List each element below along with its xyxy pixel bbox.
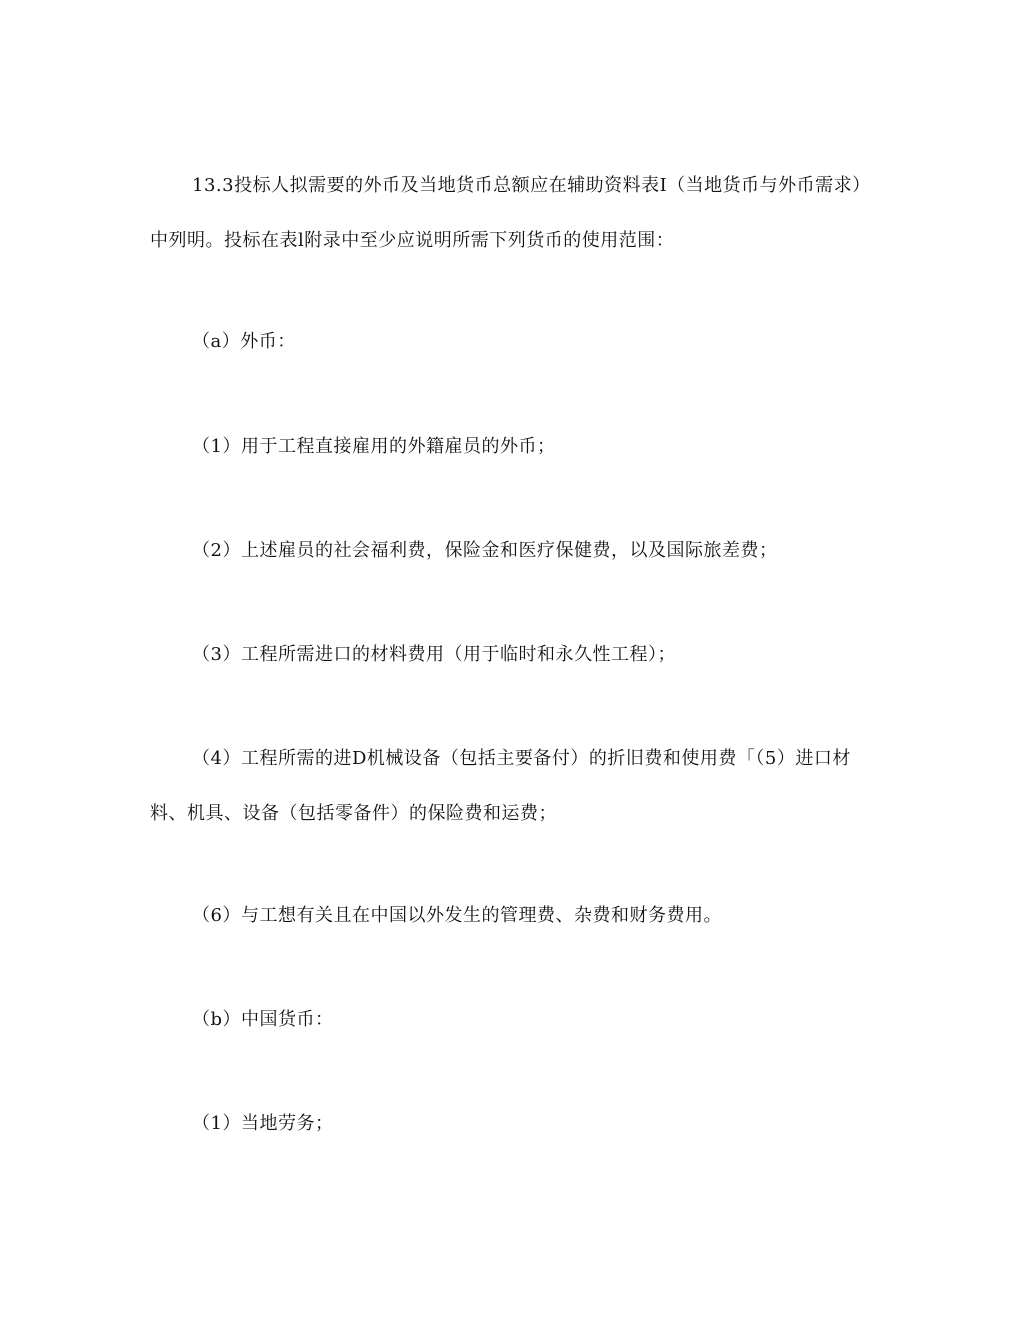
paragraph-currency-requirements: 13.3投标人拟需要的外币及当地货币总额应在辅助资料表I（当地货币与外币需求）中列明。投标在表l附录中至少应说明所需下列货币的使用范围： (150, 175, 862, 251)
paragraph-item-3-imported-materials: （3）工程所需进口的材料费用（用于临时和永久性工程）； (192, 644, 676, 665)
paragraph-item-1-expat-staff: （1）用于工程直接雇用的外籍雇员的外币； (192, 436, 556, 457)
paragraph-item-4-5-equipment: （4）工程所需的进D机械设备（包括主要备付）的折旧费和使用费「（5）进口材料、机具、设备（包括零备件）的保险费和运费； (150, 748, 851, 824)
paragraph-item-2-welfare: （2）上述雇员的社会福利费，保险金和医疗保健费，以及国际旅差费； (192, 540, 778, 561)
paragraph-foreign-currency-heading: （a）外币： (192, 331, 296, 352)
paragraph-local-item-1-labour: （1）当地劳务； (192, 1113, 334, 1134)
paragraph-item-6-overheads: （6）与工想有关且在中国以外发生的管理费、杂费和财务费用。 (192, 905, 722, 926)
paragraph-local-currency-heading: （b）中国货币： (192, 1009, 334, 1030)
